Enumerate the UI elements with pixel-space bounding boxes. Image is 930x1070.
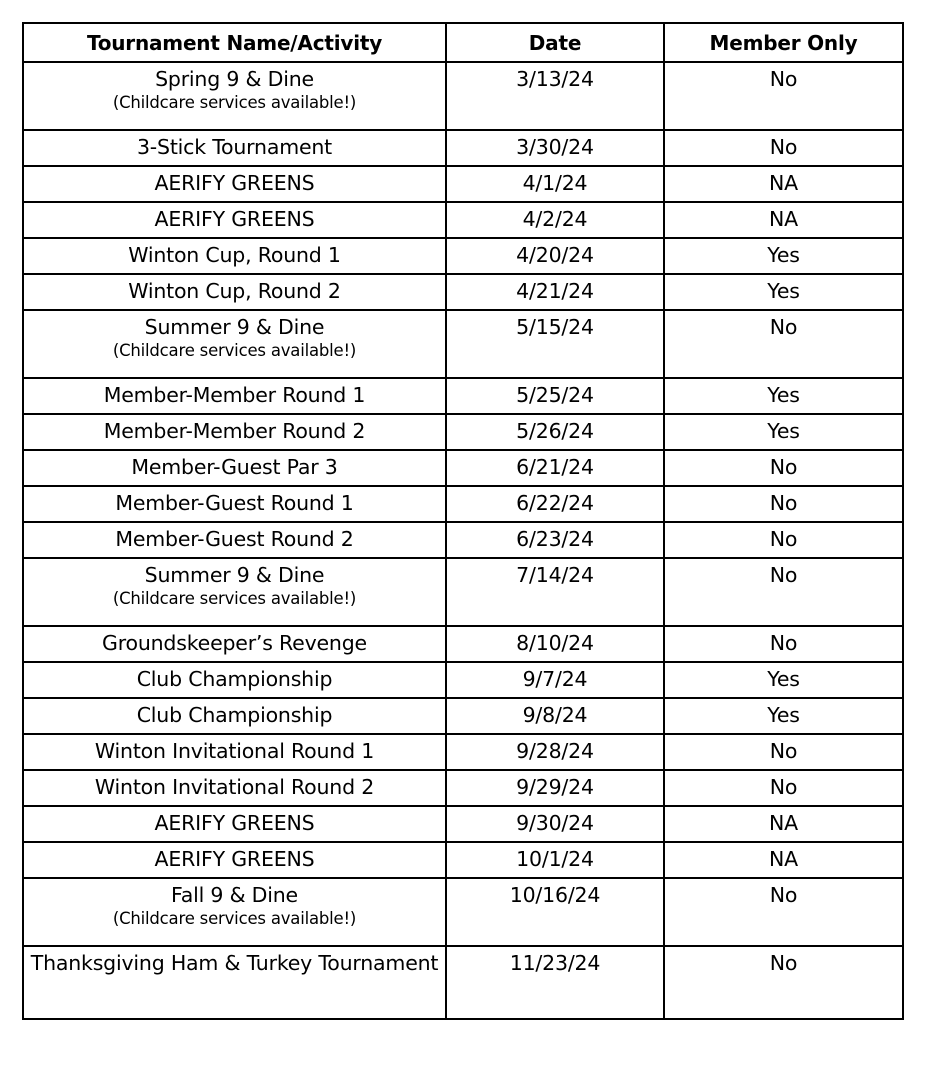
tournament-name: AERIFY GREENS	[154, 207, 315, 231]
tournament-name-cell	[23, 238, 446, 274]
date-cell: 6/23/24	[446, 522, 664, 558]
table-row	[23, 946, 903, 1019]
member-only-cell: No	[664, 770, 903, 806]
member-only-cell: Yes	[664, 414, 903, 450]
table-row	[23, 274, 903, 310]
member-only-cell: No	[664, 130, 903, 166]
date-cell: 5/25/24	[446, 378, 664, 414]
tournament-schedule-table	[22, 22, 904, 1020]
table-row	[23, 238, 903, 274]
tournament-name: Member-Guest Round 1	[115, 491, 354, 515]
tournament-name-cell	[23, 274, 446, 310]
date-cell: 10/16/24	[446, 878, 664, 946]
tournament-name: AERIFY GREENS	[154, 847, 315, 871]
member-only-cell: No	[664, 946, 903, 1019]
tournament-name-cell	[23, 806, 446, 842]
date-cell: 5/26/24	[446, 414, 664, 450]
member-only-cell: No	[664, 878, 903, 946]
date-cell: 9/29/24	[446, 770, 664, 806]
tournament-name: 3-Stick Tournament	[136, 135, 333, 159]
table-row	[23, 166, 903, 202]
member-only-cell: Yes	[664, 238, 903, 274]
childcare-note: (Childcare services available!)	[112, 93, 357, 112]
date-cell: 6/22/24	[446, 486, 664, 522]
table-header	[23, 23, 903, 62]
date-cell: 8/10/24	[446, 626, 664, 662]
tournament-name: Member-Member Round 2	[103, 419, 366, 443]
date-cell: 3/13/24	[446, 62, 664, 130]
tournament-name: Member-Member Round 1	[103, 383, 366, 407]
table-row	[23, 806, 903, 842]
date-cell: 9/8/24	[446, 698, 664, 734]
table-row	[23, 842, 903, 878]
tournament-name-cell	[23, 662, 446, 698]
table-row	[23, 522, 903, 558]
member-only-cell: Yes	[664, 274, 903, 310]
member-only-cell: NA	[664, 202, 903, 238]
member-only-cell: No	[664, 62, 903, 130]
tournament-name: Winton Cup, Round 1	[128, 243, 341, 267]
tournament-name-cell	[23, 770, 446, 806]
tournament-name: Fall 9 & Dine	[171, 883, 298, 907]
tournament-name: Winton Cup, Round 2	[128, 279, 341, 303]
tournament-name-cell	[23, 626, 446, 662]
date-cell: 9/28/24	[446, 734, 664, 770]
date-cell: 9/30/24	[446, 806, 664, 842]
tournament-name: Spring 9 & Dine	[155, 67, 314, 91]
tournament-name: Groundskeeper’s Revenge	[102, 631, 367, 655]
tournament-name-cell	[23, 166, 446, 202]
tournament-name: Summer 9 & Dine	[144, 315, 325, 339]
tournament-name-cell	[23, 450, 446, 486]
childcare-note: (Childcare services available!)	[112, 909, 357, 928]
childcare-note: (Childcare services available!)	[112, 341, 357, 360]
date-cell: 4/1/24	[446, 166, 664, 202]
header-row	[23, 23, 903, 62]
table-row	[23, 662, 903, 698]
member-only-cell: Yes	[664, 378, 903, 414]
tournament-name-cell	[23, 878, 446, 946]
member-only-cell: No	[664, 522, 903, 558]
table-row	[23, 626, 903, 662]
member-only-cell: NA	[664, 166, 903, 202]
tournament-name: Summer 9 & Dine	[144, 563, 325, 587]
member-only-cell: NA	[664, 806, 903, 842]
tournament-name-cell	[23, 378, 446, 414]
table-row	[23, 734, 903, 770]
tournament-name-cell	[23, 558, 446, 626]
table-body	[23, 62, 903, 1019]
table-row	[23, 62, 903, 130]
date-cell: 4/20/24	[446, 238, 664, 274]
header-date: Date	[446, 23, 664, 62]
tournament-name: Winton Invitational Round 2	[94, 775, 375, 799]
table-row	[23, 414, 903, 450]
member-only-cell: NA	[664, 842, 903, 878]
date-cell: 6/21/24	[446, 450, 664, 486]
tournament-name-cell	[23, 130, 446, 166]
childcare-note: (Childcare services available!)	[112, 589, 357, 608]
tournament-name-cell	[23, 946, 446, 1019]
table-row	[23, 698, 903, 734]
tournament-name-cell	[23, 310, 446, 378]
member-only-cell: No	[664, 626, 903, 662]
date-cell: 5/15/24	[446, 310, 664, 378]
tournament-name: Member-Guest Round 2	[115, 527, 354, 551]
table-row	[23, 310, 903, 378]
tournament-name-cell	[23, 734, 446, 770]
tournament-name-cell	[23, 202, 446, 238]
tournament-name: Winton Invitational Round 1	[94, 739, 375, 763]
member-only-cell: Yes	[664, 698, 903, 734]
date-cell: 9/7/24	[446, 662, 664, 698]
tournament-name: Member-Guest Par 3	[131, 455, 338, 479]
tournament-name: AERIFY GREENS	[154, 171, 315, 195]
table-row	[23, 450, 903, 486]
table-row	[23, 378, 903, 414]
member-only-cell: No	[664, 734, 903, 770]
member-only-cell: Yes	[664, 662, 903, 698]
header-member-only: Member Only	[664, 23, 903, 62]
member-only-cell: No	[664, 310, 903, 378]
member-only-cell: No	[664, 486, 903, 522]
date-cell: 7/14/24	[446, 558, 664, 626]
tournament-name-cell	[23, 414, 446, 450]
member-only-cell: No	[664, 450, 903, 486]
tournament-name: Thanksgiving Ham & Turkey Tournament	[30, 951, 439, 975]
tournament-name-cell	[23, 842, 446, 878]
tournament-name-cell	[23, 698, 446, 734]
tournament-name: Club Championship	[136, 667, 333, 691]
table-row	[23, 770, 903, 806]
date-cell: 11/23/24	[446, 946, 664, 1019]
tournament-name: Club Championship	[136, 703, 333, 727]
tournament-name-cell	[23, 486, 446, 522]
table-row	[23, 878, 903, 946]
header-tournament-name: Tournament Name/Activity	[23, 23, 446, 62]
date-cell: 10/1/24	[446, 842, 664, 878]
tournament-name: AERIFY GREENS	[154, 811, 315, 835]
table-row	[23, 130, 903, 166]
date-cell: 4/21/24	[446, 274, 664, 310]
member-only-cell: No	[664, 558, 903, 626]
table-row	[23, 202, 903, 238]
date-cell: 3/30/24	[446, 130, 664, 166]
tournament-name-cell	[23, 62, 446, 130]
table-row	[23, 558, 903, 626]
tournament-name-cell	[23, 522, 446, 558]
table-row	[23, 486, 903, 522]
date-cell: 4/2/24	[446, 202, 664, 238]
